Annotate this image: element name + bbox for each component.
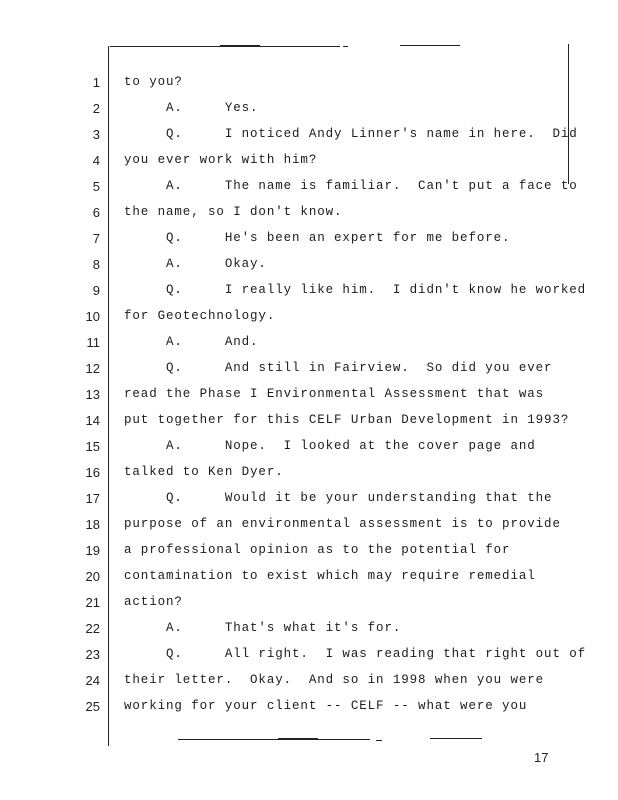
line-text: you ever work with him? <box>124 153 318 167</box>
line-text: A. That's what it's for. <box>124 621 402 635</box>
transcript-line <box>0 592 618 612</box>
line-text: Q. Would it be your understanding that the <box>124 491 553 505</box>
transcript-line <box>0 384 618 404</box>
line-number: 12 <box>85 361 100 376</box>
line-text: the name, so I don't know. <box>124 205 343 219</box>
line-text: A. Yes. <box>124 101 259 115</box>
line-text: A. Nope. I looked at the cover page and <box>124 439 536 453</box>
line-number: 2 <box>92 101 100 116</box>
line-number: 15 <box>85 439 100 454</box>
transcript-line <box>0 618 618 638</box>
bottom-rule <box>278 738 318 740</box>
line-number: 21 <box>85 595 100 610</box>
line-text: Q. All right. I was reading that right out of <box>124 647 587 661</box>
transcript-line <box>0 436 618 456</box>
line-number: 16 <box>85 465 100 480</box>
transcript-line <box>0 306 618 326</box>
transcript-line <box>0 566 618 586</box>
line-number: 18 <box>85 517 100 532</box>
bottom-rule <box>318 739 370 740</box>
transcript-line <box>0 254 618 274</box>
line-number: 11 <box>86 335 100 350</box>
transcript-line <box>0 670 618 690</box>
transcript-line <box>0 358 618 378</box>
line-number: 5 <box>92 179 100 194</box>
line-number: 10 <box>85 309 100 324</box>
line-number: 13 <box>85 387 100 402</box>
line-number: 24 <box>85 673 100 688</box>
line-number: 1 <box>92 75 100 90</box>
line-text: for Geotechnology. <box>124 309 276 323</box>
line-number: 7 <box>92 231 100 246</box>
top-rule <box>220 45 260 47</box>
top-rule <box>260 46 340 47</box>
line-number: 19 <box>85 543 100 558</box>
line-number: 23 <box>85 647 100 662</box>
line-text: A. The name is familiar. Can't put a face to <box>124 179 578 193</box>
line-text: Q. And still in Fairview. So did you ever <box>124 361 553 375</box>
transcript-line <box>0 410 618 430</box>
transcript-line <box>0 462 618 482</box>
line-number: 17 <box>85 491 100 506</box>
bottom-rule <box>178 739 278 740</box>
line-text: to you? <box>124 75 183 89</box>
line-text: read the Phase I Environmental Assessment that was <box>124 387 545 401</box>
transcript-line <box>0 124 618 144</box>
line-number: 8 <box>92 257 100 272</box>
top-rule <box>400 45 460 46</box>
bottom-rule <box>376 740 382 741</box>
line-text: put together for this CELF Urban Development in 1993? <box>124 413 570 427</box>
line-text: purpose of an environmental assessment is to provide <box>124 517 561 531</box>
transcript-line <box>0 488 618 508</box>
line-text: A. Okay. <box>124 257 267 271</box>
transcript-line <box>0 150 618 170</box>
line-text: their letter. Okay. And so in 1998 when you were <box>124 673 545 687</box>
transcript-line <box>0 202 618 222</box>
transcript-line <box>0 696 618 716</box>
transcript-line <box>0 280 618 300</box>
transcript-line <box>0 228 618 248</box>
transcript-line <box>0 98 618 118</box>
line-text: A. And. <box>124 335 259 349</box>
line-text: Q. I noticed Andy Linner's name in here. Did <box>124 127 578 141</box>
line-number: 22 <box>85 621 100 636</box>
line-text: working for your client -- CELF -- what were you <box>124 699 528 713</box>
top-rule <box>110 46 220 47</box>
top-rule <box>343 46 348 47</box>
line-number: 14 <box>85 413 100 428</box>
transcript-line <box>0 332 618 352</box>
line-number: 25 <box>85 699 100 714</box>
transcript-line <box>0 540 618 560</box>
page-number: 17 <box>534 750 549 765</box>
line-text: Q. I really like him. I didn't know he worked <box>124 283 587 297</box>
line-text: a professional opinion as to the potential for <box>124 543 511 557</box>
line-number: 4 <box>92 153 100 168</box>
bottom-rule <box>430 738 482 739</box>
line-number: 20 <box>85 569 100 584</box>
transcript-line <box>0 514 618 534</box>
line-number: 6 <box>92 205 100 220</box>
line-text: action? <box>124 595 183 609</box>
line-text: contamination to exist which may require remedial <box>124 569 536 583</box>
transcript-line <box>0 72 618 92</box>
line-number: 9 <box>92 283 100 298</box>
line-text: Q. He's been an expert for me before. <box>124 231 511 245</box>
line-text: talked to Ken Dyer. <box>124 465 284 479</box>
transcript-line <box>0 644 618 664</box>
line-number: 3 <box>92 127 100 142</box>
transcript-line <box>0 176 618 196</box>
